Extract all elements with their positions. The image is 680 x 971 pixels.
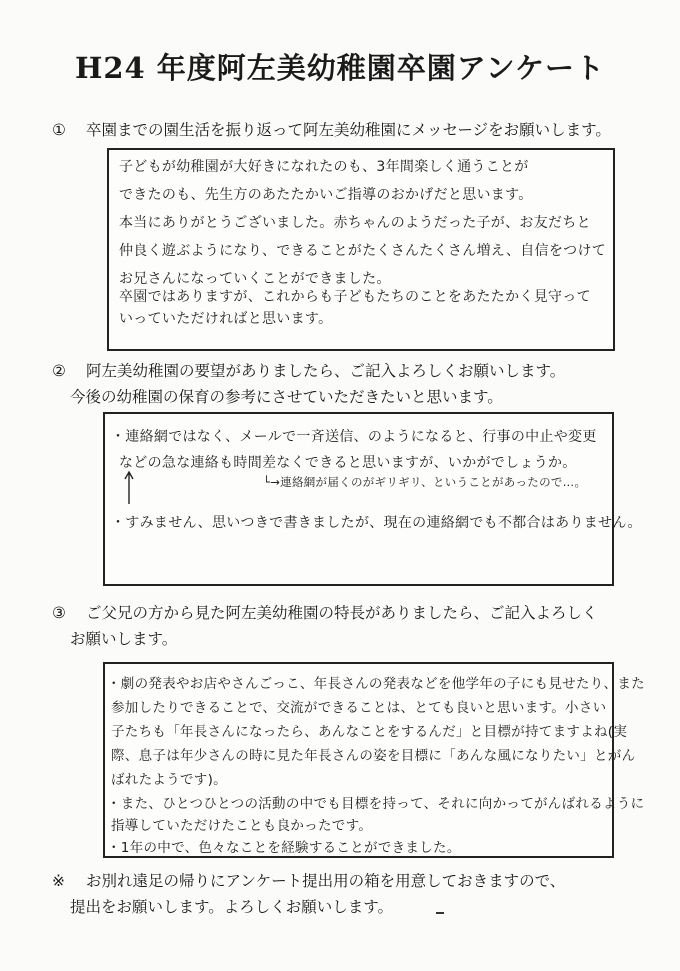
question-2 <box>52 358 565 384</box>
arrow-up-icon <box>124 470 134 504</box>
answer-3-line: 参加したりできることで、交流ができることは、とても良いと思います。小さい <box>111 700 607 716</box>
question-3 <box>52 600 598 626</box>
answer-3-line: ・1年の中で、色々なことを経験することができました。 <box>107 840 461 856</box>
answer-1-line: お兄さんになっていくことができました。 <box>119 271 391 287</box>
answer-2-line: ・すみません、思いつきで書きましたが、現在の連絡網でも不都合はありません。 <box>111 515 642 531</box>
note-mark: ※ <box>52 872 65 890</box>
closing-note <box>52 868 565 894</box>
page-title: H24 年度阿左美幼稚園卒園アンケート <box>74 51 606 85</box>
answer-3-line: 際、息子は年少さんの時に見た年長さんの姿を目標に「あんな風になりたい」とがん <box>111 748 636 764</box>
answer-box-3 <box>103 662 645 858</box>
answer-box-2 <box>103 412 642 586</box>
answer-1-line: 仲良く遊ぶようになり、できることがたくさんたくさん増え、自信をつけて <box>119 243 607 259</box>
answer-2-line: ・連絡網ではなく、メールで一斉送信、のようになると、行事の中止や変更 <box>111 429 597 445</box>
answer-3-line: 子たちも「年長さんになったら、あんなことをするんだ」と目標が持てますよね(実 <box>111 724 628 740</box>
question-1 <box>52 117 611 143</box>
answer-1-line: 子どもが幼稚園が大好きになれたのも、3年間楽しく通うことが <box>119 159 529 175</box>
question-3-text-line1: ご父兄の方から見た阿左美幼稚園の特長がありましたら、ご記入よろしく <box>86 604 598 622</box>
stray-mark <box>436 912 444 914</box>
answer-1-line: いっていただければと思います。 <box>119 311 333 327</box>
question-3-number: ③ <box>52 604 66 622</box>
question-1-number: ① <box>52 121 66 139</box>
question-1-text: 卒園までの園生活を振り返って阿左美幼稚園にメッセージをお願いします。 <box>86 121 611 139</box>
note-line1: お別れ遠足の帰りにアンケート提出用の箱を用意しておきますので、 <box>86 872 566 890</box>
question-3-line2: お願いします。 <box>70 630 178 648</box>
answer-1-line: できたのも、先生方のあたたかいご指導のおかげだと思います。 <box>119 187 533 203</box>
answer-2-line: などの急な連絡も時間差なくできると思いますが、いかがでしょうか。 <box>119 455 577 471</box>
answer-1-line: 卒園ではありますが、これからも子どもたちのことをあたたかく見守って <box>119 289 591 305</box>
answer-3-line: ・また、ひとつひとつの活動の中でも目標を持って、それに向かってがんばれるように <box>107 796 645 812</box>
answer-1-line: 本当にありがとうございました。赤ちゃんのようだった子が、お友だちと <box>119 215 591 231</box>
note-line2: 提出をお願いします。よろしくお願いします。 <box>70 898 394 916</box>
answer-3-line: 指導していただけたことも良かったです。 <box>111 818 373 834</box>
answer-3-line: ・劇の発表やお店やさんごっこ、年長さんの発表などを他学年の子にも見せたり、また <box>107 676 645 692</box>
question-2-text-line1: 阿左美幼稚園の要望がありましたら、ご記入よろしくお願いします。 <box>86 362 566 380</box>
answer-box-1 <box>107 148 615 351</box>
answer-2-note: └→連絡網が届くのがギリギリ、ということがあったので…。 <box>263 475 587 489</box>
question-2-line2: 今後の幼稚園の保育の参考にさせていただきたいと思います。 <box>70 388 503 406</box>
question-2-number: ② <box>52 362 66 380</box>
answer-3-line: ばれたようです)。 <box>111 772 227 788</box>
